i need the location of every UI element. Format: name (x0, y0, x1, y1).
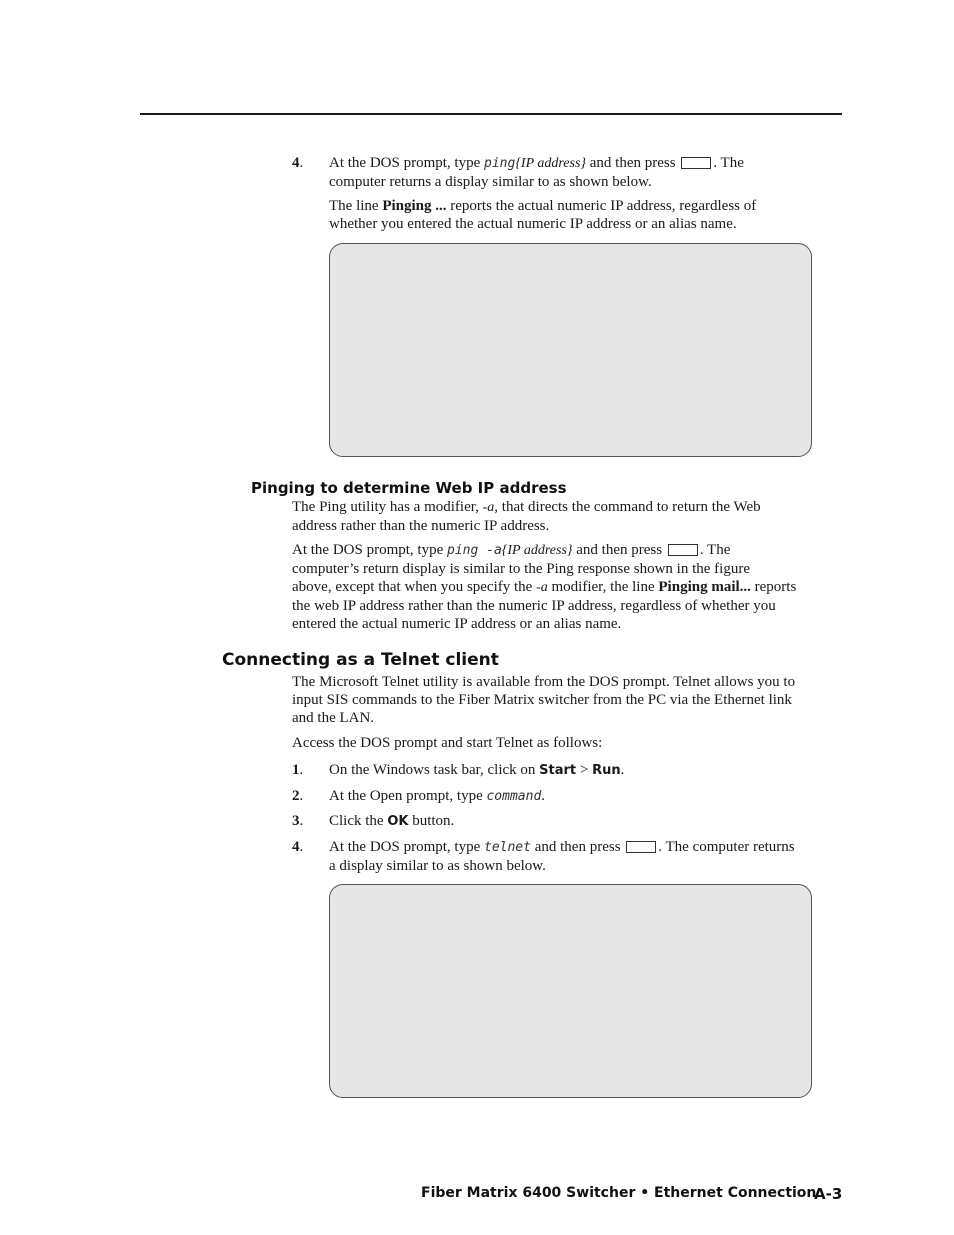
paragraph-text: above, except that when you specify the (292, 579, 537, 595)
telnet-step-2: 2. At the Open prompt, type command. (292, 788, 546, 804)
dos-screen-ping-figure (329, 243, 812, 457)
enter-key-icon (668, 544, 698, 556)
paragraph-text: . The (699, 542, 731, 558)
step-number: 4 (292, 839, 300, 855)
paragraph-text: , that directs the command to return the Web (494, 499, 761, 515)
command-text: command (486, 789, 542, 804)
argument-text: {IP address} (501, 543, 573, 558)
step-text: . (620, 762, 625, 778)
paragraph-text: address rather than the numeric IP address. (292, 518, 550, 534)
step-number: 3 (292, 813, 300, 829)
step-number: 4 (292, 155, 300, 171)
paragraph-text: input SIS commands to the Fiber Matrix switcher from the PC via the Ethernet link (292, 692, 792, 708)
telnet-step-4: 4. At the DOS prompt, type telnet and then press . The computer returns a display similar to as shown below. (292, 839, 795, 874)
step-text: At the Open prompt, type (329, 788, 487, 804)
command-text: ping (484, 156, 516, 171)
step-text: At the DOS prompt, type (329, 839, 484, 855)
note-text: reports the actual numeric IP address, regardless of (446, 198, 757, 214)
note-bold: Pinging ... (382, 198, 447, 214)
ping-web-paragraph-1 (292, 498, 842, 535)
telnet-paragraph-1 (292, 673, 842, 727)
dos-screen-telnet-figure (329, 884, 812, 1098)
telnet-step-1: 1. On the Windows task bar, click on Start > Run. (292, 762, 625, 778)
command-text: telnet (484, 840, 531, 855)
note-text: The line (329, 198, 383, 214)
telnet-step-3: 3. Click the OK button. (292, 813, 455, 829)
step-number: 1 (292, 762, 300, 778)
page-number: A-3 (814, 1185, 843, 1203)
note-text-line2: whether you entered the actual numeric IP address or an alias name. (329, 216, 737, 232)
ok-button-label: OK (387, 814, 409, 829)
command-text: ping -a (447, 543, 502, 558)
pinging-note (329, 197, 842, 233)
step-text: At the DOS prompt, type (329, 155, 484, 171)
step-text: > (576, 762, 593, 778)
telnet-paragraph-2: Access the DOS prompt and start Telnet as follows: (292, 735, 603, 751)
enter-key-icon (626, 841, 656, 853)
paragraph-text: modifier, the line (547, 579, 659, 595)
step-text: and then press (586, 155, 680, 171)
step-text: On the Windows task bar, click on (329, 762, 540, 778)
argument-text: {IP address} (515, 156, 587, 171)
enter-key-icon (681, 157, 711, 169)
paragraph-text: reports (750, 579, 797, 595)
step-text: . The computer returns (658, 839, 795, 855)
step-text: Click the (329, 813, 388, 829)
modifier-text: -a (482, 500, 495, 515)
step-text: button. (408, 813, 455, 829)
section-heading-ping-web: Pinging to determine Web IP address (251, 479, 567, 497)
step-text: and then press (530, 839, 625, 855)
step-4-ping: 4. At the DOS prompt, type ping{IP address} and then press . The computer returns a display similar to as shown below. (292, 155, 744, 190)
step-number: 2 (292, 788, 300, 804)
start-menu-label: Start (539, 763, 577, 778)
bold-text: Pinging mail... (658, 579, 751, 595)
paragraph-text: The Ping utility has a modifier, (292, 499, 483, 515)
paragraph-text: and the LAN. (292, 710, 375, 726)
paragraph-text: At the DOS prompt, type (292, 542, 447, 558)
paragraph-text: and then press (572, 542, 666, 558)
run-menu-label: Run (592, 763, 621, 778)
step-text: . The (713, 155, 744, 171)
paragraph-text: The Microsoft Telnet utility is available from the DOS prompt. Telnet allows you to (292, 674, 796, 690)
footer-title: Fiber Matrix 6400 Switcher • Ethernet Connection (421, 1185, 817, 1201)
step-text-line2: a display similar to as shown below. (329, 858, 546, 874)
paragraph-text: entered the actual numeric IP address or an alias name. (292, 616, 622, 632)
header-rule (140, 113, 842, 115)
paragraph-text: computer’s return display is similar to the Ping response shown in the figure (292, 561, 750, 577)
paragraph-text: the web IP address rather than the numeric IP address, regardless of whether you (292, 598, 776, 614)
section-heading-telnet: Connecting as a Telnet client (222, 650, 499, 670)
step-text-line2: computer returns a display similar to as shown below. (329, 174, 652, 190)
modifier-text: -a (536, 580, 548, 595)
ping-web-paragraph-2 (292, 541, 842, 633)
step-text: . (541, 788, 546, 804)
